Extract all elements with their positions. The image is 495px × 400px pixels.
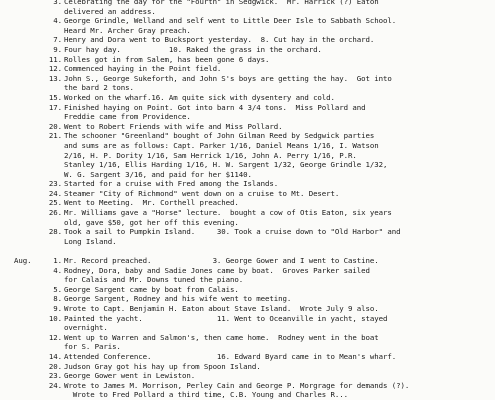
entry-text: Four hay day. 10. Raked the grass in the orchard. <box>64 44 322 54</box>
diary-entry-line <box>0 371 495 381</box>
diary-entry-line <box>0 160 495 170</box>
day-number: 20. <box>48 361 62 371</box>
entry-text: Went to Robert Friends with wife and Miss Pollard. <box>64 121 283 131</box>
diary-entry-line <box>0 7 495 17</box>
day-number: 4. <box>53 16 62 26</box>
entry-text: Steamer "City of Richmond" went down on a cruise to Mt. Desert. <box>64 188 340 198</box>
diary-entry-line <box>0 256 495 266</box>
entry-text: Wrote to Capt. Benjamin H. Eaton about Stave Island. Wrote July 9 also. <box>64 303 379 313</box>
entry-text: Rolles got in from Salem, has been gone 6 days. <box>64 54 270 64</box>
diary-entry-line <box>0 122 495 132</box>
day-number: 7. <box>53 35 62 45</box>
day-number: 24. <box>48 188 62 198</box>
entry-text: Attended Conference. 16. Edward Byard came in to Mean's wharf. <box>64 351 397 361</box>
entry-text: Stanley 1/16, Ellis Harding 1/16, H. W. Sargent 1/32, George Grindle 1/32, <box>64 160 388 170</box>
entry-text: W. G. Sargent 3/16, and paid for her $1140. <box>64 169 252 179</box>
day-number: 26. <box>48 208 62 218</box>
entry-text: Mr. Record preached. 3. George Gower and I went to Castine. <box>64 256 379 265</box>
entry-text: overnight. <box>64 323 108 333</box>
day-number: 24. <box>48 380 62 390</box>
entry-text: for Calais and Mr. Downs tuned the piano. <box>64 275 244 285</box>
entry-text: Long Island. <box>64 236 117 246</box>
diary-entry-line <box>0 112 495 122</box>
diary-entry-line <box>0 208 495 218</box>
entry-text: Painted the yacht. 11. Went to Oceanville in yacht, stayed <box>64 313 388 323</box>
diary-entry-line <box>0 381 495 391</box>
diary-entry-line <box>0 275 495 285</box>
diary-entry-line <box>0 141 495 151</box>
entry-text: Freddie came from Providence. <box>64 112 191 122</box>
diary-entry-line <box>0 35 495 45</box>
diary-entry-line <box>0 64 495 74</box>
day-number: 15. <box>48 92 62 102</box>
day-number: 25. <box>48 198 62 208</box>
entry-text: Judson Gray got his hay up from Spoon Island. <box>64 361 261 371</box>
diary-entry-line <box>0 103 495 113</box>
day-number: 21. <box>48 131 62 141</box>
day-number: 23. <box>48 179 62 189</box>
day-number: 12. <box>48 64 62 74</box>
day-number: 11. <box>48 54 62 64</box>
entry-text: Rodney, Dora, baby and Sadie Jones came by boat. Groves Parker sailed <box>64 265 370 275</box>
diary-entry-line <box>0 74 495 84</box>
diary-entry-line <box>0 131 495 141</box>
diary-entry-line <box>0 0 495 7</box>
entry-text: the bard 2 tons. <box>64 83 134 93</box>
august-entries <box>0 256 495 400</box>
diary-entry-line <box>0 170 495 180</box>
diary-entry-line <box>0 323 495 333</box>
entry-text: George Grindle, Welland and self went to Little Deer Isle to Sabbath School. <box>64 16 397 26</box>
diary-entry-line <box>0 45 495 55</box>
diary-entry-line <box>0 362 495 372</box>
entry-text: Henry and Dora went to Bucksport yesterday. 8. Cut hay in the orchard. <box>64 35 375 45</box>
entry-text: The schooner "Greenland" bought of John Gilman Reed by Sedgwick parties <box>64 131 375 141</box>
day-number: 23. <box>48 371 62 381</box>
diary-entry-line <box>0 93 495 103</box>
diary-entry-line <box>0 227 495 237</box>
entry-text: Worked on the wharf.16. Am quite sick with dysentery and cold. <box>64 92 335 102</box>
entry-text: George Sargent came by boat from Calais. <box>64 284 239 294</box>
entry-text: Mr. Williams gave a "Horse" lecture. bought a cow of Otis Eaton, six years <box>64 208 392 218</box>
entry-text: George Gower went in Lewiston. <box>64 371 196 381</box>
entry-text: for S. Paris. <box>64 342 121 352</box>
month-label: Aug. <box>14 256 32 265</box>
day-number: 4. <box>53 265 62 275</box>
diary-entry-line <box>0 218 495 228</box>
entry-text: George Sargent, Rodney and his wife went to meeting. <box>64 294 292 304</box>
diary-entry-line <box>0 179 495 189</box>
entry-text: Went to Meeting. Mr. Corthell preached. <box>64 198 239 208</box>
day-number: 1. <box>53 256 62 265</box>
diary-entry-line <box>0 198 495 208</box>
diary-entry-line <box>0 390 495 400</box>
entry-text: Commenced haying in the Point field. <box>64 64 222 74</box>
entry-text: Finished haying on Point. Got into barn 4 3/4 tons. Miss Pollard and <box>64 102 366 112</box>
diary-entry-line <box>0 285 495 295</box>
entry-text: 2/16, H. P. Dority 1/16, Sam Herrick 1/16, John A. Perry 1/16, P.R. <box>64 150 357 160</box>
diary-entry-line <box>0 342 495 352</box>
diary-entry-line <box>0 151 495 161</box>
day-number: 10. <box>48 313 62 323</box>
day-number: 9. <box>53 44 62 54</box>
entry-text: and sums are as follows: Capt. Parker 1/16, Daniel Means 1/16, I. Watson <box>64 140 379 150</box>
diary-entry-line <box>0 83 495 93</box>
diary-entry-line <box>0 294 495 304</box>
diary-entry-line <box>0 237 495 247</box>
entry-text: Took a sail to Pumpkin Island. 30. Took a cruise down to "Old Harbor" and <box>64 227 401 237</box>
entry-text: old, gave $50, got her off this evening. <box>64 217 239 227</box>
day-number: 14. <box>48 351 62 361</box>
day-number: 17. <box>48 102 62 112</box>
day-number: 9. <box>53 303 62 313</box>
diary-entry-line <box>0 189 495 199</box>
day-number: 13. <box>48 73 62 83</box>
entry-text: Wrote to James M. Morrison, Perley Cain and George P. Morgrage for demands (?). <box>64 380 410 390</box>
day-number: 3. <box>53 0 62 6</box>
entry-text: delivered an address. <box>64 6 156 16</box>
day-number: 28. <box>48 227 62 237</box>
diary-entry-line <box>0 26 495 36</box>
entry-text: Wrote to Fred Pollard a third time, C.B. Young and Charles R... <box>64 390 349 400</box>
diary-entry-line <box>0 352 495 362</box>
diary-entry-line <box>0 55 495 65</box>
entry-text: Celebrating the day for the "Fourth" in Sedgwick. Mr. Harrick (?) Eaton <box>64 0 379 6</box>
diary-entry-line <box>0 16 495 26</box>
diary-entry-line <box>0 333 495 343</box>
day-number: 5. <box>53 284 62 294</box>
entry-text: Heard Mr. Archer Gray preach. <box>64 25 191 35</box>
diary-entry-line <box>0 314 495 324</box>
entry-text: Started for a cruise with Fred among the Islands. <box>64 179 279 189</box>
diary-entry-line <box>0 304 495 314</box>
entry-text: John S., George Sukeforth, and John S's boys are getting the hay. Got into <box>64 73 392 83</box>
day-number: 12. <box>48 332 62 342</box>
day-number: 8. <box>53 294 62 304</box>
entry-text: Went up to Warren and Salmon's, then came home. Rodney went in the boat <box>64 332 379 342</box>
diary-entry-line <box>0 266 495 276</box>
day-number: 20. <box>48 121 62 131</box>
